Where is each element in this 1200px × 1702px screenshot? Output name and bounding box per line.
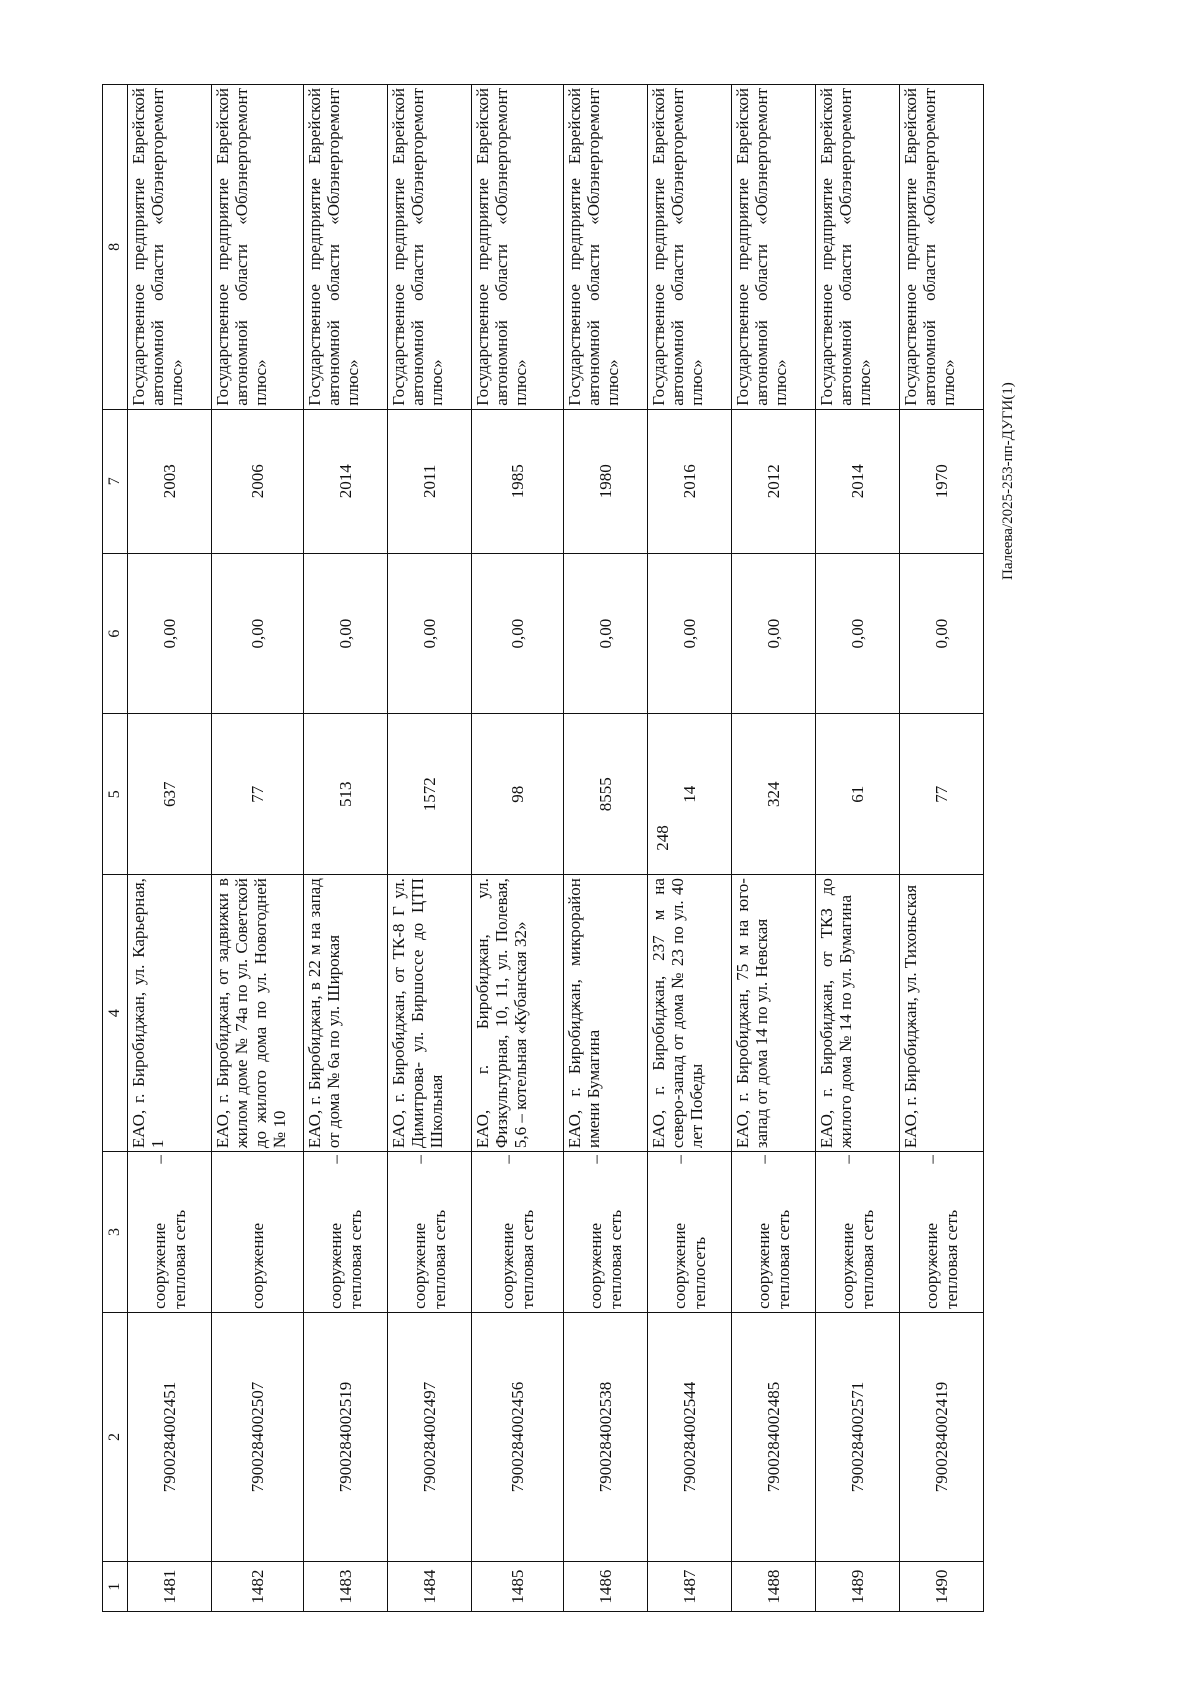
object-length: 1572 (388, 714, 472, 875)
rights-holder: Государственное предприятие Еврейской автономной области «Облэнергоремонт плюс» (388, 85, 472, 410)
object-value: 0,00 (472, 553, 564, 714)
header-row (103, 85, 128, 1612)
page-number: 248 (652, 825, 672, 851)
object-length: 77 (900, 714, 984, 875)
rights-holder: Государственное предприятие Еврейской автономной области «Облэнергоремонт плюс» (564, 85, 648, 410)
cadastral-number: 7900284002451 (128, 1312, 212, 1561)
table-row (564, 85, 648, 1612)
object-value: 0,00 (900, 553, 984, 714)
cadastral-number: 7900284002519 (304, 1312, 388, 1561)
object-type: сооружение – тепловая сеть (732, 1152, 816, 1313)
row-number: 1481 (128, 1562, 212, 1612)
rights-holder: Государственное предприятие Еврейской автономной области «Облэнергоремонт плюс» (212, 85, 304, 410)
registry-table-wrapper (102, 84, 984, 1612)
object-address: ЕАО, г. Биробиджан, от ТК-8 Г ул. Димитрова- ул. Биршоссе до ЦТП Школьная (388, 875, 472, 1152)
document-reference: Палеева/2025-253-пп-ДУГИ(1) (1000, 382, 1016, 580)
column-header-3: 3 (103, 1152, 128, 1313)
row-number: 1484 (388, 1562, 472, 1612)
table-row (472, 85, 564, 1612)
commission-year: 2011 (388, 409, 472, 553)
object-address: ЕАО, г. Биробиджан, в 22 м на запад от дома № 6а по ул. Широкая (304, 875, 388, 1152)
object-type: сооружение – тепловая сеть (564, 1152, 648, 1313)
column-header-5: 5 (103, 714, 128, 875)
row-number: 1483 (304, 1562, 388, 1612)
object-type: сооружение – тепловая сеть (816, 1152, 900, 1313)
rights-holder: Государственное предприятие Еврейской автономной области «Облэнергоремонт плюс» (816, 85, 900, 410)
object-address: ЕАО, г. Биробиджан, ул. Физкультурная, 10, 11, ул. Полевая, 5,6 – котельная «Кубанская 32» (472, 875, 564, 1152)
cadastral-number: 7900284002497 (388, 1312, 472, 1561)
table-row (128, 85, 212, 1612)
cadastral-number: 7900284002507 (212, 1312, 304, 1561)
object-value: 0,00 (816, 553, 900, 714)
row-number: 1487 (648, 1562, 732, 1612)
rights-holder: Государственное предприятие Еврейской автономной области «Облэнергоремонт плюс» (304, 85, 388, 410)
rights-holder: Государственное предприятие Еврейской автономной области «Облэнергоремонт плюс» (900, 85, 984, 410)
rights-holder: Государственное предприятие Еврейской автономной области «Облэнергоремонт плюс» (128, 85, 212, 410)
cadastral-number: 7900284002419 (900, 1312, 984, 1561)
column-header-1: 1 (103, 1562, 128, 1612)
table-row (732, 85, 816, 1612)
object-length: 77 (212, 714, 304, 875)
column-header-4: 4 (103, 875, 128, 1152)
table-body (128, 85, 984, 1612)
object-type: сооружение (212, 1152, 304, 1313)
table-row (304, 85, 388, 1612)
object-value: 0,00 (388, 553, 472, 714)
object-address: ЕАО, г. Биробиджан, ул. Карьерная, 1 (128, 875, 212, 1152)
rights-holder: Государственное предприятие Еврейской автономной области «Облэнергоремонт плюс» (732, 85, 816, 410)
row-number: 1485 (472, 1562, 564, 1612)
row-number: 1482 (212, 1562, 304, 1612)
object-type: сооружение – тепловая сеть (304, 1152, 388, 1313)
cadastral-number: 7900284002538 (564, 1312, 648, 1561)
cadastral-number: 7900284002571 (816, 1312, 900, 1561)
object-length: 14 (648, 714, 732, 875)
cadastral-number: 7900284002544 (648, 1312, 732, 1561)
object-value: 0,00 (128, 553, 212, 714)
rights-holder: Государственное предприятие Еврейской автономной области «Облэнергоремонт плюс» (648, 85, 732, 410)
commission-year: 2014 (816, 409, 900, 553)
object-type: сооружение – теплосеть (648, 1152, 732, 1313)
column-header-8: 8 (103, 85, 128, 410)
column-header-6: 6 (103, 553, 128, 714)
row-number: 1486 (564, 1562, 648, 1612)
object-value: 0,00 (732, 553, 816, 714)
cadastral-number: 7900284002485 (732, 1312, 816, 1561)
commission-year: 1985 (472, 409, 564, 553)
object-length: 61 (816, 714, 900, 875)
object-address: ЕАО, г. Биробиджан, 75 м на юго-запад от дома 14 по ул. Невская (732, 875, 816, 1152)
row-number: 1490 (900, 1562, 984, 1612)
commission-year: 1970 (900, 409, 984, 553)
object-length: 8555 (564, 714, 648, 875)
row-number: 1489 (816, 1562, 900, 1612)
cadastral-number: 7900284002456 (472, 1312, 564, 1561)
table-row (900, 85, 984, 1612)
object-type: сооружение – тепловая сеть (388, 1152, 472, 1313)
commission-year: 2012 (732, 409, 816, 553)
object-length: 98 (472, 714, 564, 875)
commission-year: 2016 (648, 409, 732, 553)
object-address: ЕАО, г. Биробиджан, от ТКЗ до жилого дома № 14 по ул. Бумагина (816, 875, 900, 1152)
commission-year: 2014 (304, 409, 388, 553)
column-header-7: 7 (103, 409, 128, 553)
object-value: 0,00 (564, 553, 648, 714)
row-number: 1488 (732, 1562, 816, 1612)
object-address: ЕАО, г. Биробиджан, ул. Тихоньская (900, 875, 984, 1152)
object-length: 513 (304, 714, 388, 875)
object-address: ЕАО, г. Биробиджан, от задвижки в жилом доме № 74а по ул. Советской до жилого дома по ул. Новогодней № 10 (212, 875, 304, 1152)
object-length: 324 (732, 714, 816, 875)
table-row (388, 85, 472, 1612)
table-row (212, 85, 304, 1612)
rights-holder: Государственное предприятие Еврейской автономной области «Облэнергоремонт плюс» (472, 85, 564, 410)
registry-table (102, 84, 984, 1612)
object-value: 0,00 (212, 553, 304, 714)
object-type: сооружение – тепловая сеть (900, 1152, 984, 1313)
object-address: ЕАО, г. Биробиджан, 237 м на северо-запад от дома № 23 по ул. 40 лет Победы (648, 875, 732, 1152)
object-value: 0,00 (648, 553, 732, 714)
commission-year: 1980 (564, 409, 648, 553)
object-type: сооружение – тепловая сеть (128, 1152, 212, 1313)
table-row (648, 85, 732, 1612)
column-header-2: 2 (103, 1312, 128, 1561)
table-row (816, 85, 900, 1612)
object-length: 637 (128, 714, 212, 875)
commission-year: 2006 (212, 409, 304, 553)
commission-year: 2003 (128, 409, 212, 553)
object-type: сооружение – тепловая сеть (472, 1152, 564, 1313)
object-address: ЕАО, г. Биробиджан, микрорайон имени Бумагина (564, 875, 648, 1152)
object-value: 0,00 (304, 553, 388, 714)
